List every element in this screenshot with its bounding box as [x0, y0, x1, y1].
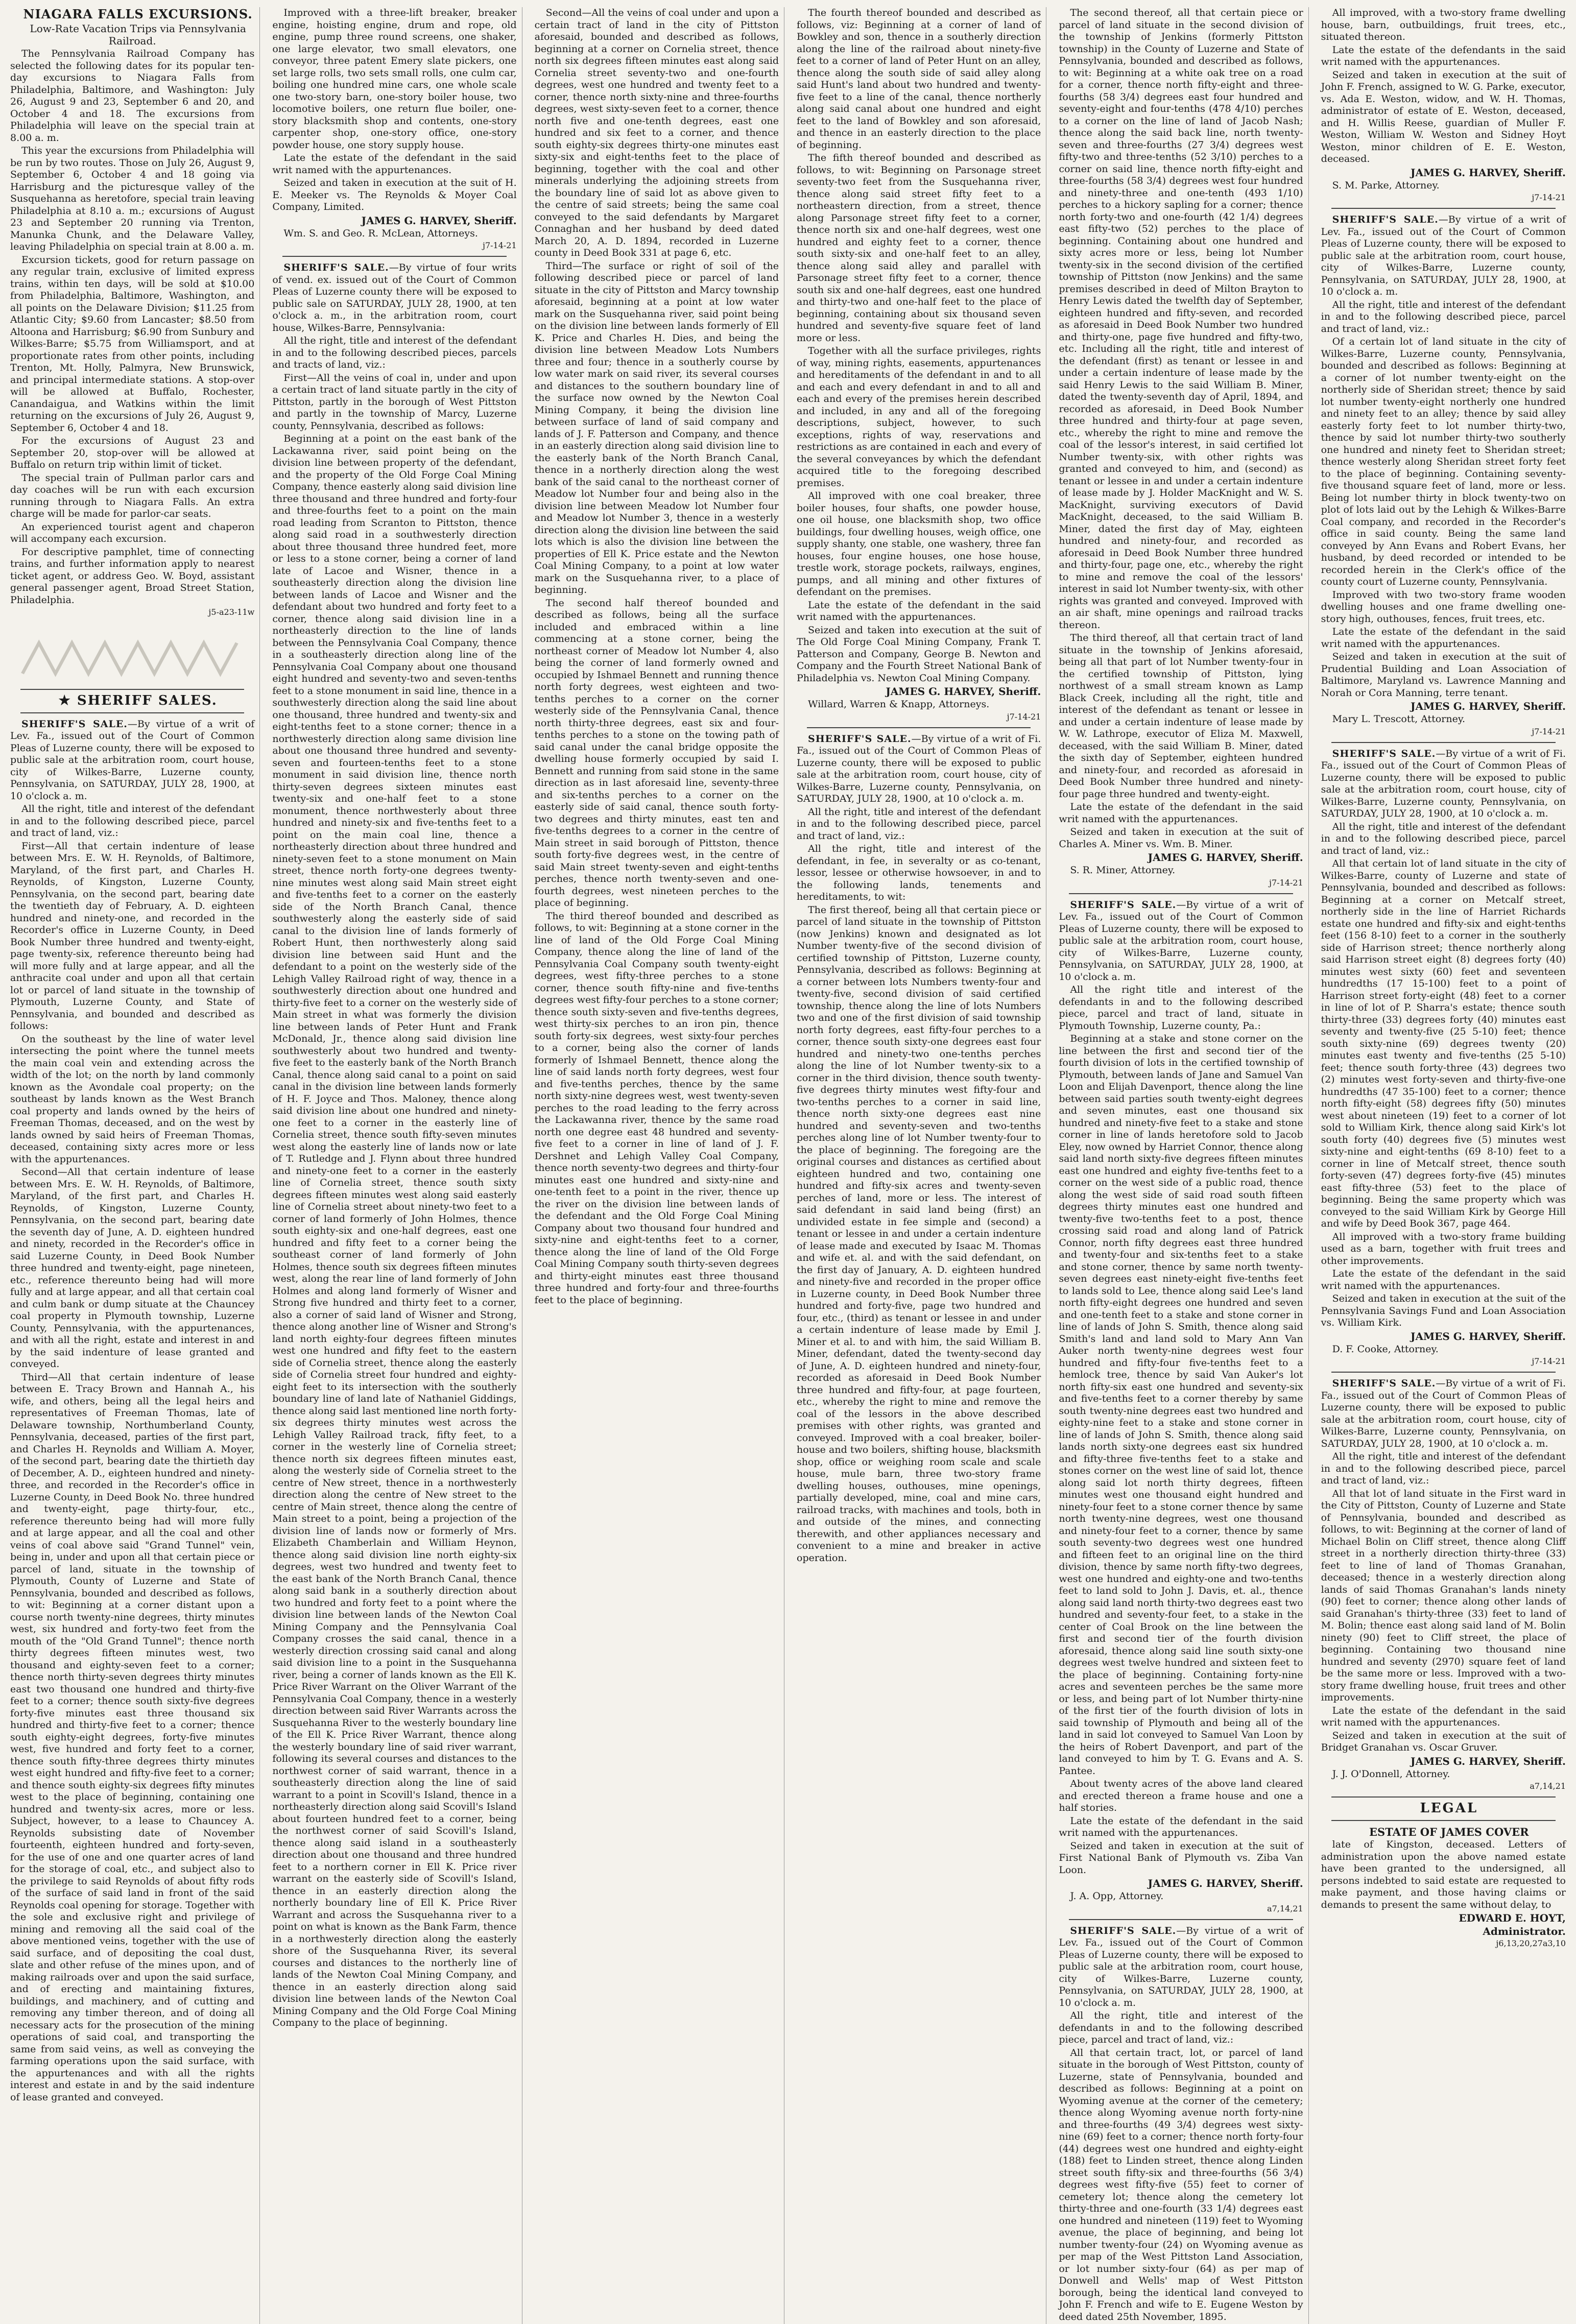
- sale-paragraph: Late the estate of the defendant in the said writ named with the appurtenances.: [797, 599, 1041, 622]
- sale-paragraph: Seized and taken in execution at the suit of H. E. Meeker vs. The Reynolds & Moyer Coal Company, Limited.: [272, 177, 517, 212]
- insertion-code: j7-14-21: [1532, 193, 1566, 202]
- sale-paragraph: The third thereof, all that certain tract of land situate in the township of Jenkins aforesaid, being all that part of lot Number twenty-four in the certified township of Pittston, lying northwest of a small stream known as Lamp Black Creek, including all the right, title and interest of the defendant as tenant or lessee in and under a certain indenture of lease made by W. W. Lathrope, executor of Eliza M. Maxwell, deceased, with the said William B. Miner, dated the sixth day of September, eighteen hundred and ninety-four, and recorded as aforesaid in Deed Book Number three hundred and ninety-four page three hundred and twenty-eight.: [1059, 632, 1303, 800]
- column-3: [530, 7, 784, 2324]
- divider: [1331, 208, 1556, 209]
- insertion-code: j7-14-21: [1007, 711, 1041, 722]
- sale-paragraph: Seized and taken into execution at the suit of The Old Forge Coal Mining Company, Frank T. Patterson and Company, George B. Newton and Company and the Fourth Street National Bank of Philadelphia vs. Newton Coal Mining Company.: [797, 624, 1041, 684]
- sheriff-sale-1-continued: [272, 7, 516, 251]
- sale-title: SHERIFF'S SALE.: [21, 718, 128, 730]
- column-2: [267, 7, 522, 2324]
- sale-paragraph: All the right, title and interest of the defendant in and to the following described piece, parcel and tract of land, viz.:: [10, 803, 255, 838]
- sheriff-sale-5-continued: [1321, 7, 1566, 203]
- legal-notice: [1321, 1803, 1566, 1949]
- attorney-name: S. M. Parke, Attorney.: [1332, 179, 1440, 191]
- sheriff-sale-6: SHERIFF'S SALE.—By virtue of a writ of Lev. Fa., issued out of the Court of Common Pleas of Luzerne county, there will be exposed to public sale at the arbitration room, court house, city of Wilkes-Barre, Luzerne county, Pennsylvania, on SATURDAY, JULY 28, 1900, at 10 o'clock a. m. All the right, title and interest of the defendant in and to the following described piece, parcel and tract of land, viz.: Of a certain lot of land situate in the city of Wilkes-Barre, Luzerne county, Pennsylvania, bounded and described as follows: Beginning at a corner of lot number twenty-eight on the northerly side of Sheridan street; thence by said lot number twenty-eight northerly one hundred and ninety feet to an alley; thence by said alley easterly forty feet to lot number thirty-two, thence by said lot number thirty-two southerly one hundred and ninety feet to Sheridan street; thence westerly along Sheridan street forty feet to the place of beginning. Containing seventy-five thousand square feet of land, more or less. Being lot number thirty in block twenty-two on plot of lots laid out by the Lehigh & Wilkes-Barre Coal company, and recorded in the Recorder's office in said county. Being the same land conveyed by Ann Evans and Robert Evans, her husband, by deed recorded or intended to be recorded herein in the Clerk's office of the county court of Luzerne county, Pennsylvania. Improved with two two-story frame wooden dwelling houses and one frame dwelling one-story high, outhouses, fences, fruit trees, etc. Late the estate of the defendant in the said writ named with the appurtenances. Seized and taken in execution at the suit of Prudential Building and Loan Association of Baltimore, Maryland vs. Lawrence Manning and Norah or Cora Manning, terre tenant. JAMES G. HARVEY, Sheriff. Mary L. Trescott, Attorney. j7-14-21: [1321, 214, 1566, 736]
- sale-paragraph: Late the estate of the defendant in the said writ named with the appurtenances.: [1321, 1268, 1566, 1291]
- sheriff-signature: JAMES G. HARVEY, Sheriff.: [1411, 1330, 1566, 1343]
- attorney-name: Mary L. Trescott, Attorney.: [1332, 713, 1466, 725]
- sheriff-sale-5: SHERIFF'S SALE.—By virtue of a writ of Lev. Fa., issued out of the Court of Common Pleas of Luzerne county, there will be exposed to public sale at the arbitration room, court house, city of Wilkes-Barre, Luzerne county, Pennsylvania, on SATURDAY, JULY 28, 1900, at 10 o'clock a. m. All the right, title and interest of the defendants in and to the following described piece, parcel and tract of land, viz.: All that certain tract, lot, or parcel of land situate in the borough of West Pittston, county of Luzerne, state of Pennsylvania, bounded and described as follows: Beginning at a point on Wyoming avenue at the corner of the cemetery; thence along Wyoming avenue north forty-nine and three-fourths (49 3/4) degrees west sixty-nine (69) feet to a corner; thence north forty-four (44) degrees west one hundred and eighty-eight (188) feet to Linden street, thence along Linden street south fifty-six and three-fourths (56 3/4) degrees west fifty-five (55) feet to corner of cemetery lot; thence along the cemetery lot thirty-three and one-fourth (33 1/4) degrees east one hundred and nineteen (119) feet to Wyoming avenue, the place of beginning, and being lot number twenty-four (24) on Wyoming avenue as per map of the West Pittston Land Association, or lot number sixty-four (64) as per map of Donwell and Wells' map of West Pittston borough, being the identical land conveyed to John F. French and wife to E. Eugene Weston by deed dated 25th November, 1895.: [1059, 1925, 1303, 2322]
- sheriff-sale-4: SHERIFF'S SALE.—By virtue of a writ of Lev. Fa., issued out of the Court of Common Pleas of Luzerne county, there will be exposed to public sale at the arbitration room, court house, city of Wilkes-Barre, Luzerne county, Pennsylvania, on SATURDAY, JULY 28, 1900, at 10 o'clock a. m. All the right title and interest of the defendants in and to the following described piece, parcel and tract of land, situate in Plymouth Township, Luzerne county, Pa.: Beginning at a stake and stone corner on the line between the first and second tier of the fourth division of lots in the certified township of Plymouth, between lands of Jane and Samuel Van Loon and Elijah Davenport, thence along the line between said parties south twenty-eight degrees and seven minutes, east one thousand six hundred and ninety-five feet to a stake and stone corner in line of lands heretofore sold to Jacob Eley, now owned by Harriet Connor, thence along said land north sixty-five degrees fifteen minutes east one hundred and eighty five-tenths feet to a corner on the west side of a public road, thence along the west side of said road south fifteen degrees thirty minutes east one hundred and twenty-five two-tenths feet to a post, thence crossing said road and along land of Patrick Connor, north fifty degrees east three hundred and twenty-four and six-tenths feet to a stake and stone corner, thence by same north twenty-seven degrees east ninety-eight five-tenths feet to lands sold to Lee, thence along said Lee's land north fifty-eight degrees one hundred and seven and one-tenth feet to a stake and stone corner in line of lands of John S. Smith, thence along said Smith's land and land sold to Mary Ann Van Auker north twenty-nine degrees west four hundred and fifty-four five-tenths feet to a hemlock tree, thence by said Van Auker's lot north fifty-six east one hundred and seventy-six and five-tenths feet to a corner thereby by same south twenty-nine degrees east two hundred and eighty-nine feet to a stake and stone corner in line of lands of John S. Smith, thence along said lands north sixty-one degrees east six hundred and fifty-three five-tenths feet to a stake and stones corner on the west line of said lot, thence along said lot north thirty degrees, fifteen minutes west one thousand eight hundred and ninety-four feet to a stone corner thence by same north twenty-nine degrees, west one thousand and ninety-four feet to a corner, thence by same south seventy-two degrees west one hundred and fifteen feet to an original line on the third division, thence by same north fifty-two degrees, west one hundred and eighty-one and two-tenths feet to land sold to John J. Davis, et. al., thence along said land north thirty-two degrees east two hundred and seventy-four feet, to a stake in the center of Coal Brook on the line between the first and second tier of the fourth division aforesaid, thence along said line south sixty-one degrees west twelve hundred and sixteen feet to the place of beginning. Containing forty-nine acres and seventeen perches be the same more or less, and being part of lot Number thirty-nine of the first tier of the fourth division of lots in said township of Plymouth and being all of the land in said lot conveyed to Samuel Van Loon by the heirs of Robert Davenport, and part of the land conveyed to him by T. G. Evans and A. S. Pantee. About twenty acres of the above land cleared and erected thereon a frame house and one a half stories. Late the estate of the defendant in the said writ named with the appurtenances. Seized and taken in execution at the suit of First National Bank of Plymouth vs. Ziba Van Loon. JAMES G. HARVEY, Sheriff. J. A. Opp, Attorney. a7,14,21: [1059, 899, 1303, 1913]
- sale-paragraph: All the right, title and interest of the defendant, in fee, in severalty or as co-tenant, lessor, lessee or otherwise howsoever, in and to the following lands, tenements and hereditaments, to wit:: [797, 843, 1041, 902]
- sale-paragraph: All the right, title and interest of the defendant in and to the following described piece, parcel and tract of land, viz.:: [1321, 299, 1566, 334]
- sale-paragraph: Seized and taken in execution at the suit of the Pennsylvania Savings Fund and Loan Association vs. William Kirk.: [1321, 1293, 1566, 1328]
- attorney-name: Willard, Warren & Knapp, Attorneys.: [808, 699, 990, 710]
- sale-title: SHERIFF'S SALE.: [1332, 1378, 1436, 1389]
- sheriff-sale-2-continued: [535, 7, 779, 1306]
- sale-paragraph: All that lot of land situate in the First ward in the City of Pittston, County of Luzerne and State of Pennsylvania, bounded and described as follows, to wit: Beginning at the corner of land of Michael Bolin on Cliff street, thence along Cliff street in a northerly direction thirty-three (33) feet to line of land of Thomas Granahan, deceased; thence in a westerly direction along lands of said Thomas Granahan's lands ninety (90) feet to corner; thence along other lands of said Granahan's thirty-three (33) feet to land of M. Bolin; thence east along said land of M. Bolin ninety (90) feet to Cliff street, the place of beginning. Containing two thousand nine hundred and seventy (2970) square feet of land be the same more or less. Improved with a two-story frame dwelling house, fruit trees and other improvements.: [1321, 1488, 1566, 1703]
- sale-paragraph: Late the estate of the defendant in the said writ named with the appurtenances.: [272, 152, 517, 176]
- sale-paragraph: Seized and taken in execution at the suit of First National Bank of Plymouth vs. Ziba Van Loon.: [1059, 1840, 1303, 1876]
- sale-paragraph: All the right, title and interest of the defendant in and to the following described pieces, parcels and tracts of land, viz.:: [272, 335, 517, 370]
- sale-paragraph: Beginning at a point on the east bank of the Lackawanna river, said point being on the division line between property of the defendant, and the property of the Old Forge Coal Mining Company, thence easterly along said division line three thousand and three hundred and forty-four and three-fourths feet to a point on the main road leading from Scranton to Pittston, thence along said road in a southwesterly direction about three thousand three hundred feet, more or less to a stone corner, being a corner of land late of Lacoe and Wisner, thence in a southeasterly direction along the division line between lands of Lacoe and Wisner and the defendant about two hundred and forty feet to a corner, thence along said division line in a northeasterly direction to the line of lands between the Pennsylvania Coal Company, thence in a southeasterly direction along line of the Pennsylvania Coal Company about one thousand eight hundred and seventy-two and seven-tenths feet to a stone monument in said line, thence in a southwesterly direction along the said line about one thousand, three hundred and twenty-six and eight-tenths feet to a stone corner; thence in a northwesterly direction along same division line about one thousand three hundred and seventy-seven and fourteen-tenths feet to a stone monument in said division line, thence north thirty-seven degrees sixteen minutes east twenty-six and one-half feet to a stone monument, thence northwesterly about three hundred and ninety-six and five-tenths feet to a point on the main coal line, thence a northeasterly direction about three hundred and ninety-seven feet to a stone monument on Main street, thence north forty-one degrees twenty-nine minutes west along said Main street eight and five-tenths feet to a corner on the easterly side of the North Branch Canal, thence southwesterly along the easterly side of said canal to the division line of lands formerly of Robert Hunt, then northwesterly along said division line between said Hunt and the defendant to a point on the westerly side of the Lehigh Valley Railroad right of way, thence in a southwesterly direction about one hundred and thirty-five feet to a corner on the westerly side of Main street in what was formerly the division line between lands of Peter Hunt and Frank McDonald, Jr., thence along said division line southwesterly about two hundred and twenty-five feet to the easterly bank of the North Branch Canal, thence along said canal to a point on said canal in the division line between lands formerly of H. F. Joyce and Thos. Maloney, thence along said division line about one hundred and ninety-one feet to a corner in the easterly line of Cornelia street, thence south fifty-seven minutes west along the easterly line of lands now or late of T. Rutledge and J. Flynn about three hundred and ninety-one feet to a corner in the easterly line of Cornelia street, thence south sixty degrees fifteen minutes west along said easterly line of Cornelia street about ninety-two feet to a corner of land formerly of John Holmes, thence south eighty-six and one-half degrees, east one hundred and fifty feet to a corner being the southeast corner of land formerly of John Holmes, thence south six degrees fifteen minutes west, along the rear line of land formerly of John Holmes and along land formerly of Wisner and Strong five hundred and thirty feet to a corner, also a corner of said land of Wisner and Strong, thence along another line of Wisner and Strong's land north eighty-four degrees fifteen minutes west one hundred and fifty feet to the eastern side of Cornelia street, thence along the easterly side of Cornelia street four hundred and eighty-eight feet to its intersection with the southerly boundary line of land late of Nathaniel Giddings, thence along said last mentioned line north forty-six degrees thirty minutes west across the Lehigh Valley Railroad track, fifty feet, to a corner in the westerly line of Cornelia street; thence north six degrees fifteen minutes east, along the westerly side of Cornelia street to the centre of New street, thence in a northwesterly direction along the centre of New street to the centre of Main street, thence along the centre of Main street to a point, being a projection of the division line of lands now or formerly of Mrs. Elizabeth Chamberlain and William Heynon, thence along said division line north eighty-six degrees, west two hundred and twenty feet to the east bank of the North Branch Canal, thence along said bank in a southerly direction about two hundred and forty feet to a point where the division line between lands of the Newton Coal Mining Company and the Pennsylvania Coal Company crosses the said canal, thence in a westerly direction crossing said canal and along said division line to a point in the Susquehanna river, being a corner of lands known as the Ell K. Price River Warrant on the Oliver Warrant of the Pennsylvania Coal Company, thence in a westerly direction between said River Warrants across the Susquehanna River to the westerly boundary line of the Ell K. Price River Warrant, thence along the westerly boundary line of said river warrant, following its several courses and distances to the northwest corner of said warrant, thence in a southeasterly direction along the line of said warrant to a point in Scovill's Island, thence in a northeasterly direction along said Scovill's Island about fourteen hundred feet to a corner, being the northwest corner of said Scovill's Island, thence along said island in a southeasterly direction about one thousand and three hundred feet to a northern corner in Ell K. Price river warrant on the easterly side of Scovill's Island, thence in an easterly direction along the northerly boundary line of Ell K. Price River Warrant and across the Susquehanna river to a point on what is known as the Bank Farm, thence in a northwesterly direction along the easterly shore of the Susquehanna River, its several courses and distances to the northerly line of lands of the Newton Coal Mining Company, and thence in an easterly direction along said division line between lands of the Newton Coal Mining Company and the Old Forge Coal Mining Company to the place of beginning.: [272, 433, 517, 2028]
- sale-paragraph: The first thereof, being all that certain piece or parcel of land situate in the township of Pittston (now Jenkins) known and designated as lot Number twenty-five of the second division of certified township of Pittston, Luzerne county, Pennsylvania, described as follows: Beginning at a corner between lots Numbers twenty-four and twenty-five, second division of said certified township, thence along the line of lots Numbers two and one of the first division of said township north forty degrees, east fifty-four perches to a corner, thence south sixty-one degrees east four hundred and ninety-two one-tenths perches along the line of lot Number twenty-six to a corner in the third division, thence south twenty-five degrees thirty minutes west fifty-four and two-tenths perches to a corner in said line, thence north sixty-one degrees east nine hundred and seventy-seven and two-tenths perches along line of lot Number twenty-four to the place of beginning. The foregoing are the original courses and distances as certified about eighteen hundred and two, containing one hundred and fifty-six acres and twenty-seven perches of land, more or less. The interest of said defendant in said land being (first) an undivided estate in fee simple and (second) a tenant or lessee in and under a certain indenture of lease made and executed by Isaac M. Thomas and wife et. al. and with the said defendant, on the first day of January, A. D. eighteen hundred and ninety-five and recorded in the proper office in Luzerne county, in Deed Book Number three hundred and forty-five, page two hundred and four, etc., (third) as tenant or lessee in and under a certain indenture of lease made by Emil J. Miner et al. to and with him, the said William B. Miner, defendant, dated the twenty-second day of June, A. D. eighteen hundred and ninety-four, recorded as aforesaid in Deed Book Number three hundred and fifty-four, at page fourteen, etc., whereby the right to mine and remove the coal of the lessors in the above described premises with other rights, was granted and conveyed. Improved with a coal breaker, boiler-house and two boilers, shifting house, blacksmith shop, office or weighing room scale and scale house, mule barn, three two-story frame dwelling houses, outhouses, mine openings, partially developed, mine, coal and mine cars, railroad tracks, with machines and tools, both in and outside of the mines, and connecting therewith, and other appliances necessary and convenient to a mine and breaker in active operation.: [797, 904, 1041, 1564]
- sale-paragraph: The third thereof bounded and described as follows, to wit: Beginning at a stone corner in the line of land of the Old Forge Coal Mining Company, thence along the line of land of the Pennsylvania Coal Company south twenty-eight degrees, west fifty-three perches to a stone corner, thence south fifty-nine and five-tenths degrees west fifty-four perches to a stone corner; thence south sixty-seven and five-tenths degrees, west thirty-six perches to an iron pin, thence south forty-six degrees, west sixty-four perches to a corner, being also the corner of lands formerly of Ishmael Bennett, thence along the line of said lands north forty degrees, west four and five-tenths perches, thence by the same north sixty-nine degrees west, west twenty-seven perches to the road leading to the ferry across the Lackawanna river, thence by the same road north one degree east 48 hundred and seventy-five feet to a corner in line of land of J. F. Dershnet and Lehigh Valley Coal Company, thence north seventy-two degrees and thirty-four minutes east one hundred and sixty-nine and one-tenth feet to a point in the river, thence up the river on the division line between lands of the defendant and the Old Forge Coal Mining Company about two thousand four hundred and sixty-nine and eight-tenths feet to a corner, thence along the line of land of the Old Forge Coal Mining Company south thirty-seven degrees and thirty-eight minutes east three thousand three hundred and forty-four and three-fourths feet to the place of beginning.: [534, 910, 779, 1306]
- attorney-name: Wm. S. and Geo. R. McLean, Attorneys.: [283, 227, 478, 239]
- insertion-code: j6,13,20,27a3,10: [1496, 1938, 1566, 1948]
- sheriff-signature: JAMES G. HARVEY, Sheriff.: [1411, 1755, 1566, 1767]
- section-title-text: SHERIFF SALES.: [77, 693, 218, 708]
- sale-title: SHERIFF'S SALE.: [1332, 214, 1439, 225]
- divider: [807, 727, 1031, 728]
- sale-paragraph: By virtue of a writ of Fi. Fa., issued out of the Court of Common Pleas of Luzerne county, there will be exposed to public sale at the arbitration room, court house, city of Wilkes-Barre, Luzerne county, Pennsylvania, on SATURDAY, JULY 28, 1900, at 10 o'clock a. m.: [797, 733, 1041, 804]
- sale-paragraph: Of a certain lot of land situate in the city of Wilkes-Barre, Luzerne county, Pennsylvania, bounded and described as follows: Beginning at a corner of lot number twenty-eight on the northerly side of Sheridan street; thence by said lot number twenty-eight northerly one hundred and ninety feet to an alley; thence by said alley easterly forty feet to lot number thirty-two, thence by said lot number thirty-two southerly one hundred and ninety feet to Sheridan street; thence westerly along Sheridan street forty feet to the place of beginning. Containing seventy-five thousand square feet of land, more or less. Being lot number thirty in block twenty-two on plot of lots laid out by the Lehigh & Wilkes-Barre Coal company, and recorded in the Recorder's office in said county. Being the same land conveyed by Ann Evans and Robert Evans, her husband, by deed recorded or intended to be recorded herein in the Clerk's office of the county court of Luzerne county, Pennsylvania.: [1321, 336, 1566, 587]
- administrator-role: Administrator.: [1483, 1925, 1566, 1937]
- niagara-headline: NIAGARA FALLS EXCURSIONS.: [23, 7, 253, 21]
- sale-paragraph: By virtue of a writ of Fi. Fa., issued out of the Court of Common Pleas of Luzerne county, there will be exposed to public sale at the arbitration room, court house, city of Wilkes-Barre, Luzerne county, Pennsylvania, on SATURDAY, JULY 28, 1900, at 10 o'clock a. m.: [1321, 748, 1566, 819]
- sheriff-sale-8: SHERIFF'S SALE.—By virtue of a writ of Fi. Fa., issued out of the Court of Common Pleas of Luzerne county, there will be exposed to public sale at the arbitration room, court house, city of Wilkes-Barre, Luzerne county, Pennsylvania, on SATURDAY, JULY 28, 1900, at 10 o'clock a. m. All the right, title and interest of the defendant in and to the following described piece, parcel and tract of land, viz.: All that lot of land situate in the First ward in the City of Pittston, County of Luzerne and State of Pennsylvania, bounded and described as follows, to wit: Beginning at the corner of land of Michael Bolin on Cliff street, thence along Cliff street in a northerly direction thirty-three (33) feet to line of land of Thomas Granahan, deceased; thence in a westerly direction along lands of said Thomas Granahan's lands ninety (90) feet to corner; thence along other lands of said Granahan's thirty-three (33) feet to land of M. Bolin; thence east along said land of M. Bolin ninety (90) feet to Cliff street, the place of beginning. Containing two thousand nine hundred and seventy (2970) square feet of land be the same more or less. Improved with a two-story frame dwelling house, fruit trees and other improvements. Late the estate of the defendant in the said writ named with the appurtenances. Seized and taken in execution at the suit of Bridget Granahan vs. Oscar Gruver. JAMES G. HARVEY, Sheriff. J. J. O'Donnell, Attorney. a7,14,21: [1321, 1378, 1566, 1791]
- sale-paragraph: All improved, with a two-story frame dwelling house, barn, outbuildings, fruit trees, etc., situated thereon.: [1321, 7, 1566, 42]
- sale-paragraph: By virtue of a writ of Fi. Fa., issued out of the Court of Common Pleas of Luzerne county, there will be exposed to public sale at the arbitration room, court house, city of Wilkes-Barre, Luzerne county, Pennsylvania, on SATURDAY, JULY 28, 1900, at 10 o'clock a. m.: [1321, 1378, 1566, 1449]
- sale-paragraph: Third—The surface or right of soil of the following described piece or parcel of land situate in the city of Pittston and Marcy township aforesaid, beginning at a point at low water mark on the Susquehanna river, said point being on the division line between lands formerly of Ell K. Price and Charles H. Dies, and being the division line between Meadow Lots Numbers three and four; thence in a southerly course by low water mark on said river, its several courses and distances to the southern boundary line of the surface now owned by the Newton Coal Mining Company, it being the division line between surface of land of said company and lands of J. F. Patterson and Company, and thence in an easterly direction along said division line to the easterly bank of the North Branch Canal, thence in a northerly direction along the west bank of the said canal to the northeast corner of Meadow lot Number four and being also in the division line between Meadow lot Number four and Meadow lot Number 3, thence in a westerly direction along the division line between the said lots which is also the division line between the properties of Ell K. Price estate and the Newton Coal Mining Company, to a point at low water mark on the Susquehanna river, to a place of beginning.: [534, 260, 779, 595]
- sale-paragraph: Late the estate of the defendant in the said writ named with the appurtenances.: [1059, 801, 1303, 825]
- attorney-name: D. F. Cooke, Attorney.: [1332, 1343, 1439, 1355]
- sale-paragraph: The fifth thereof bounded and described as follows, to wit: Beginning on Parsonage street seventy-two feet from the Susquehanna river, thence along said street fifty feet to a northeastern direction, from a street, thence along Parsonage street fifty feet to a corner, thence north six and one-half degrees, west one hundred and eighty feet to a corner, thence south sixty-six and one-half feet to an alley, thence along said alley and parallel with Parsonage street fifty feet to a corner, thence south six and one-half degrees, east one hundred and thirty-two and one-half feet to the place of beginning, containing about six thousand seven hundred and seventy-five square feet of land more or less.: [797, 152, 1041, 344]
- sale-paragraph: About twenty acres of the above land cleared and erected thereon a frame house and one a half stories.: [1059, 1778, 1303, 1813]
- sale-paragraph: All that certain tract, lot, or parcel of land situate in the borough of West Pittston, county of Luzerne, state of Pennsylvania, bounded and described as follows: Beginning at a point on Wyoming avenue at the corner of the cemetery; thence along Wyoming avenue north forty-nine and three-fourths (49 3/4) degrees west sixty-nine (69) feet to a corner; thence north forty-four (44) degrees west one hundred and eighty-eight (188) feet to Linden street, thence along Linden street south fifty-six and three-fourths (56 3/4) degrees west fifty-five (55) feet to corner of cemetery lot; thence along the cemetery lot thirty-three and one-fourth (33 1/4) degrees east one hundred and nineteen (119) feet to Wyoming avenue, the place of beginning, and being lot number twenty-four (24) on Wyoming avenue as per map of the West Pittston Land Association, or lot number sixty-four (64) as per map of Donwell and Wells' map of West Pittston borough, being the identical land conveyed to John F. French and wife to E. Eugene Weston by deed dated 25th November, 1895.: [1059, 2047, 1303, 2322]
- sale-title: SHERIFF'S SALE.: [1332, 748, 1436, 759]
- sale-paragraph: All the right, title and interest of the defendant in and to the following described piece, parcel and tract of land, viz.:: [1321, 821, 1566, 856]
- sale-title: SHERIFF'S SALE.: [283, 262, 389, 273]
- sale-paragraph: By virtue of a writ of Lev. Fa., issued out of the Court of Common Pleas of Luzerne county, there will be exposed to public sale at the arbitration room, court house, city of Wilkes-Barre, Luzerne county, Pennsylvania, on SATURDAY, JULY 28, 1900, at 10 o'clock a. m.: [1059, 1925, 1303, 2008]
- column-6: [1316, 7, 1571, 2324]
- sheriff-signature: JAMES G. HARVEY, Sheriff.: [1148, 1877, 1303, 1889]
- legal-body: late of Kingston, deceased. Letters of administration upon the above named estate have been granted to the undersigned, all persons indebted to said estate are requested to make payment, and those having claims or demands to present the same without delay, to: [1321, 1839, 1566, 1910]
- sheriff-signature: JAMES G. HARVEY, Sheriff.: [1148, 851, 1303, 864]
- divider: [20, 689, 244, 690]
- niagara-subhead: Low-Rate Vacation Trips via Pennsylvania Railroad.: [30, 22, 246, 47]
- sale-paragraph: The second half thereof bounded and described as follows, being all the surface included and embraced within a line commencing at a stone corner, being the northeast corner of Meadow lot Number 4, also being the corner of land formerly owned and occupied by Ishmael Bennett and running thence north forty degrees, west eighteen and two-tenths perches to a corner on the corner westerly side of the Pennsylvania Canal, thence north thirty-three degrees, east six and four-tenths perches to a stone on the towing path of said canal under the canal bridge opposite the dwelling house formerly occupied by said I. Bennett and running from said stone in the same direction as in last aforesaid line, seventy-three and six-tenths perches to a corner on the easterly side of said canal, thence south forty-two degrees and thirty minutes, east ten and five-tenths degrees to a corner in the centre of Main street in said borough of Pittston, thence south forty-five degrees west, in the centre of said Main street twenty-seven and eight-tenths perches, thence north twenty-seven and one-fourth degrees, west nineteen perches to the place of beginning.: [534, 597, 779, 908]
- divider: [1069, 893, 1293, 894]
- attorney-name: J. A. Opp, Attorney.: [1070, 1890, 1164, 1902]
- sale-paragraph: Seized and taken in execution at the suit of Bridget Granahan vs. Oscar Gruver.: [1321, 1730, 1566, 1753]
- sale-paragraph: By virtue of four writs of vend. ex. issued out of the Court of Common Pleas of Luzerne county there will be exposed to public sale on SATURDAY, JULY 28, 1900, at ten o'clock a. m., in the arbitration room, court house, Wilkes-Barre, Pennsylvania:: [272, 262, 517, 333]
- divider: [20, 712, 244, 713]
- sale-paragraph: Second—All that certain indenture of lease between Mrs. E. W. H. Reynolds, of Baltimore, Maryland, of the first part, and Charles H. Reynolds, of Kingston, Luzerne County, Pennsylvania, on the second part, bearing date the seventh day of June, A. D. eighteen hundred and ninety, recorded in the Recorder's office in said Luzerne County, in Deed Book Number three hundred and twenty-eight, page nineteen, etc., reference thereunto being had will more fully and at large appear, and all that certain coal and culm bank or dump situate at the Chauncey coal property in Plymouth township, Luzerne County, Pennsylvania, with the appurtenances, and with all the right, estate and interest in and by the said indenture of lease granted and conveyed.: [10, 1166, 255, 1370]
- attorney-name: S. R. Miner, Attorney.: [1070, 865, 1176, 876]
- insertion-code: a7,14,21: [1267, 1903, 1303, 1913]
- sale-paragraph: First—All that certain indenture of lease between Mrs. E. W. H. Reynolds, of Baltimore, Maryland, of the first part, and Charles H. Reynolds, of Kingston, Luzerne County, Pennsylvania, on the second part, bearing date the twentieth day of February, A. D. eighteen hundred and ninety-one, and recorded in the Recorder's office in Luzerne County, in Deed Book Number three hundred and twenty-eight, page twenty-six, reference thereunto being had will more fully and at large appear, and all the anthracite coal under and upon all that certain lot or parcel of land situate in the township of Plymouth, Luzerne County, and State of Pennsylvania, and bounded and described as follows:: [10, 840, 255, 1032]
- niagara-code: j5-a23-11w: [208, 607, 255, 617]
- sale-title: SHERIFF'S SALE.: [1070, 899, 1177, 911]
- sale-paragraph: On the southeast by the line of water level intersecting the point where the tunnel meets the main coal vein and extending across the width of the lot; on the north by land commonly known as the Avondale coal property; on the southeast by lands known as the West Branch coal property and lands owned by the heirs of Freeman Thomas, deceased, and on the west by lands owned by said heirs of Freeman Thomas, deceased, containing sixty acres more or less with the appurtenances.: [10, 1033, 255, 1165]
- sale-paragraph: The second thereof, all that certain piece or parcel of land situate in the second division of the township of Jenkins (formerly Pittston township) in the County of Luzerne and State of Pennsylvania, bounded and described as follows, to wit: Beginning at a white oak tree on a road for a corner, thence north fifty-eight and three-fourths (58 3/4) degrees east four hundred and seventy-eight and four-tenths (478 4/10) perches to a corner on the line of land of Jacob Nash; thence along the said back line, north twenty-seven and three-fourths (27 3/4) degrees west fifty-two and three-tenths (52 3/10) perches to a corner on said line, thence north fifty-eight and three-fourths (58 3/4) degrees west four hundred and ninety-three and one-tenth (493 1/10) perches to a hickory sapling for a corner; thence north forty-two and one-fourth (42 1/4) degrees east fifty-two (52) perches to the place of beginning. Containing about one hundred and sixty acres more or less, being lot Number twenty-six in the second division of the certified township of Pittston (now Jenkins) and the same premises described in deed of Milton Brayton to Henry Lewis dated the twelfth day of September, eighteen hundred and fifty-seven, and recorded as aforesaid in Deed Book Number two hundred and thirty-one, page five hundred and fifty-two, etc. Including all the right, title and interest of the defendant (first) as tenant or lessee in and under a certain indenture of lease made by the said Henry Lewis to the said William B. Miner, dated the twenty-seventh day of April, 1894, and recorded as aforesaid, in Deed Book Number three hundred and thirty-four at page seven, etc., whereby the right to mine and remove the coal of the lessor's interest, in said certified lot Number twenty-six, with other rights was granted and conveyed to him, and (second) as tenant or lessee in and under a certain indenture of lease made by J. Holder MacKnight and W. S. MacKnight, surviving executors of David MacKnight, deceased, to the said William B. Miner, dated the first day of May, eighteen hundred and ninety-four, and recorded as aforesaid in Deed Book Number three hundred and thirty-four, page one, etc., whereby the right to mine and remove the coal of the lessors' interest in said lot Number twenty-six, with other rights was granted and conveyed. Improved with an air shaft, mine openings and railroad tracks thereon.: [1059, 7, 1303, 631]
- sale-paragraph: All the right, title and interest of the defendant in and to the following described piece, parcel and tract of land, viz.:: [797, 806, 1041, 842]
- sale-paragraph: First—All the veins of coal in, under and upon a certain tract of land situate partly in the city of Pittston, partly in the borough of West Pittston and partly in the township of Marcy, Luzerne county, Pennsylvania, described as follows:: [272, 372, 517, 432]
- sale-paragraph: Late the estate of the defendants in the said writ named with the appurtenances.: [1321, 44, 1566, 67]
- sheriff-signature: JAMES G. HARVEY, Sheriff.: [1411, 700, 1566, 712]
- column-4: [792, 7, 1046, 2324]
- estate-title: ESTATE OF JAMES COVER: [1369, 1825, 1529, 1838]
- niagara-paragraph: For descriptive pamphlet, time of connecting trains, and further information apply to nearest ticket agent, or address Geo. W. Boyd, assistant general passenger agent, Broad Street Station, Philadelphia.: [10, 546, 255, 606]
- sale-paragraph: Beginning at a stake and stone corner on the line between the first and second tier of the fourth division of lots in the certified township of Plymouth, between lands of Jane and Samuel Van Loon and Elijah Davenport, thence along the line between said parties south twenty-eight degrees and seven minutes, east one thousand six hundred and ninety-five feet to a stake and stone corner in line of lands heretofore sold to Jacob Eley, now owned by Harriet Connor, thence along said land north sixty-five degrees fifteen minutes east one hundred and eighty five-tenths feet to a corner on the west side of a public road, thence along the west side of said road south fifteen degrees thirty minutes east one hundred and twenty-five two-tenths feet to a post, thence crossing said road and along land of Patrick Connor, north fifty degrees east three hundred and twenty-four and six-tenths feet to a stake and stone corner, thence by same north twenty-seven degrees east ninety-eight five-tenths feet to lands sold to Lee, thence along said Lee's land north fifty-eight degrees one hundred and seven and one-tenth feet to a stake and stone corner in line of lands of John S. Smith, thence along said Smith's land and land sold to Mary Ann Van Auker north twenty-nine degrees west four hundred and fifty-four five-tenths feet to a hemlock tree, thence by said Van Auker's lot north fifty-six east one hundred and seventy-six and five-tenths feet to a corner thereby by same south twenty-nine degrees east two hundred and eighty-nine feet to a stake and stone corner in line of lands of John S. Smith, thence along said lands north sixty-one degrees east six hundred and fifty-three five-tenths feet to a stake and stones corner on the west line of said lot, thence along said lot north thirty degrees, fifteen minutes west one thousand eight hundred and ninety-four feet to a stone corner thence by same north twenty-nine degrees, west one thousand and ninety-four feet to a corner, thence by same south seventy-two degrees west one hundred and fifteen feet to an original line on the third division, thence by same north fifty-two degrees, west one hundred and eighty-one and two-tenths feet to land sold to John J. Davis, et. al., thence along said land north thirty-two degrees east two hundred and seventy-four feet, to a stake in the center of Coal Brook on the line between the first and second tier of the fourth division aforesaid, thence along said line south sixty-one degrees west twelve hundred and sixteen feet to the place of beginning. Containing forty-nine acres and seventeen perches be the same more or less, and being part of lot Number thirty-nine of the first tier of the fourth division of lots in said township of Plymouth and being all of the land in said lot conveyed to Samuel Van Loon by the heirs of Robert Davenport, and part of the land conveyed to him by T. G. Evans and A. S. Pantee.: [1059, 1033, 1303, 1777]
- sale-paragraph: Seized and taken in execution at the suit of John F. French, assigned to W. G. Parke, executor, vs. Ada E. Weston, widow, and W. H. Thomas, administrator of estate of E. Weston, deceased, and H. Willis Reese, guardian of Muller F. Weston, William W. Weston and Sidney Hoyt Weston, minor children of E. E. Weston, deceased.: [1321, 69, 1566, 164]
- sale-title: SHERIFF'S SALE.: [1070, 1925, 1177, 1936]
- sale-paragraph: Improved with a three-lift breaker, breaker engine, hoisting engine, drum and rope, old engine, pump three round screens, one shaker, one large elevator, two small elevators, one conveyor, three patent Emery slate pickers, one set large rolls, two sets small rolls, one culm car, boiling one hundred mine cars, one whole scale one two-story barn, one-story boiler house, two locomotive boilers, one return flue boiler, one-story blacksmith shop and contents, one-story carpenter shop, one-story office, one-story powder house, one story supply house.: [272, 7, 517, 151]
- sale-paragraph: By virtue of a writ of Lev. Fa., issued out of the Court of Common Pleas of Luzerne county, there will be exposed to public sale at the arbitration room, court house, city of Wilkes-Barre, Luzerne county, Pennsylvania, on SATURDAY, JULY 28, 1900, at 10 o'clock a. m.: [10, 718, 255, 802]
- decorative-zigzag-icon: [22, 638, 242, 679]
- sale-paragraph: Late the estate of the defendant in the said writ named with the appurtenances.: [1321, 626, 1566, 650]
- section-title: [10, 695, 254, 707]
- sheriff-signature: JAMES G. HARVEY, Sheriff.: [1411, 166, 1566, 179]
- sale-paragraph: The fourth thereof bounded and described as follows, viz: Beginning at a corner of land of Bowkley and son, thence in a southerly direction along the line of the railroad about ninety-five feet to a corner of land of Peter Hunt on an alley, thence along the south side of said alley along said Hunt's land about two hundred and twenty-five feet to a line of the canal, thence northerly along said canal about one hundred and eight feet to the land of Bowkley and son aforesaid, and thence in an easterly direction to the place of beginning.: [797, 7, 1041, 151]
- sale-paragraph: Second—All the veins of coal under and upon a certain tract of land in the city of Pittston aforesaid, bounded and described as follows, beginning at a corner on Cornelia street, thence north six degrees fifteen minutes east along said Cornelia street seventy-two and one-fourth degrees, west one hundred and twenty feet to a corner, thence north sixty-nine and three-fourths degrees, west sixty-seven feet to a corner, thence north five and one-tenth degrees, east one hundred and six feet to a corner, and thence south eighty-six degrees thirty-one minutes east sixty-six and eight-tenths feet to the place of beginning, together with the coal and other minerals underlying the adjoining streets from the boundary line of said lot as above given to the centre of said streets; being the same coal conveyed to the said defendants by Margaret Connaghan and her husband by deed dated March 20, A. D. 1894, recorded in Luzerne county in Deed Book 331 at page 6, etc.: [534, 7, 779, 258]
- sale-paragraph: Third—All that certain indenture of lease between E. Tracy Brown and Hannah A., his wife, and others, being all the legal heirs and representatives of Freeman Thomas, late of Delaware township, Northumberland County, Pennsylvania, deceased, parties of the first part, and Charles H. Reynolds and William A. Moyer, of the second part, bearing date the thirtieth day of December, A. D., eighteen hundred and ninety-three, and recorded in the Recorder's office in Luzerne County, in Deed Book No. three hundred and twenty-eight, page thirty-four, etc., reference thereunto being had will more fully and at large appear, and all the coal and other veins of coal above said "Grand Tunnel" vein, being in, under and upon all that certain piece or parcel of land, situate in the township of Plymouth, County of Luzerne and State of Pennsylvania, bounded and described as follows, to wit: Beginning at a corner distant upon a course north twenty-nine degrees, thirty minutes west, six hundred and forty-two feet from the mouth of the "Old Grand Tunnel"; thence north thirty degrees fifteen minutes west, two thousand and eighty-seven feet to a corner; thence north thirty-seven degrees thirty minutes east two thousand one hundred and thirty-five feet to a corner; thence south sixty-five degrees forty-five minutes east three thousand six hundred and thirty-five feet to a corner; thence south eighty-eight degrees, forty-five minutes west, five hundred and forty feet to a corner, thence south fifty-three degrees thirty minutes west eight hundred and fifty-five feet to a corner; and thence south eighty-six degrees fifty minutes west to the place of beginning, containing one hundred and twenty-six acres, more or less. Subject, however, to a lease to Chauncey A. Reynolds subsisting date of November fourteenth, eighteen hundred and forty-seven, for the use of one and one quarter acres of land for the storage of coal, etc., and subject also to the privilege to said Reynolds of about fifty rods of the surface of said land in front of the said Reynolds coal opening for storage. Together with the sole and exclusive right and privilege of mining and removing all the said coal of the above mentioned veins, together with the use of said surface, and of depositing the coal dust, slate and other refuse of the mines upon, and of making railroads over and upon the said surface, and of erecting and maintaining fixtures, buildings, and machinery, and of cutting and removing any timber thereon, and of doing all necessary acts for the prosecution of the mining operations of said coal, and transporting the same from said veins, as well as conveying the farming operations upon the said surface, with the appurtenances and with all the rights interest and estate in and by the said indenture of lease granted and conveyed.: [10, 1371, 255, 2103]
- sheriff-sale-2-end: [797, 7, 1041, 722]
- sale-paragraph: All improved with one coal breaker, three boiler houses, four shafts, one powder house, one oil house, one blacksmith shop, two office buildings, four dwelling houses, weigh office, one supply shanty, one stable, one washery, three fan houses, four engine houses, one hose house, trestle work, storage pockets, railways, engines, pumps, and all mining and other fixtures of defendant on the premises.: [797, 490, 1041, 597]
- divider: [1069, 1919, 1293, 1920]
- sale-paragraph: All the right title and interest of the defendants in and to the following described piece, parcel and tract of land, situate in Plymouth Township, Luzerne county, Pa.:: [1059, 984, 1303, 1032]
- divider: [1331, 1372, 1556, 1373]
- sale-paragraph: All the right, title and interest of the defendant in and to the following described piece, parcel and tract of land, viz.:: [1321, 1451, 1566, 1486]
- sale-paragraph: All the right, title and interest of the defendants in and to the following described piece, parcel and tract of land, viz.:: [1059, 2010, 1303, 2045]
- sale-title: SHERIFF'S SALE.: [808, 733, 912, 745]
- insertion-code: j7-14-21: [1532, 726, 1566, 736]
- sale-paragraph: Late the estate of the defendant in the said writ named with the appurtenances.: [1059, 1815, 1303, 1838]
- divider: [1331, 742, 1556, 743]
- sheriff-sale-7: SHERIFF'S SALE.—By virtue of a writ of Fi. Fa., issued out of the Court of Common Pleas of Luzerne county, there will be exposed to public sale at the arbitration room, court house, city of Wilkes-Barre, Luzerne county, Pennsylvania, on SATURDAY, JULY 28, 1900, at 10 o'clock a. m. All the right, title and interest of the defendant in and to the following described piece, parcel and tract of land, viz.: All that certain lot of land situate in the city of Wilkes-Barre, county of Luzerne and state of Pennsylvania, bounded and described as follows: Beginning at a corner on Metcalf street, northerly side in the line of Harriet Richards estate one hundred and fifty-six and eight-tenths feet (156 8-10) feet to a corner in the southerly side of Harrison street; thence northerly along said Harrison street eight (8) degrees forty (40) minutes west sixty (60) feet and seventeen hundredths (17 15-100) feet to a point of Harrison street forty-eight (48) feet to a corner in line of lot of P. Sharra's estate; thence south thirty-three (33) degrees forty (40) minutes east seventy and twenty-five (25 5-10) feet; thence south sixty-nine (69) degrees twenty (20) minutes east twenty and five-tenths (25 5-10) feet; thence south forty-three (43) degrees two (2) minutes west forty-seven and thirty-five-one hundredths (47 35-100) feet to a corner; thence north fifty-eight (58) degrees fifty (50) minutes west about nineteen (19) feet to a corner of lot sold to William Kirk, thence along said Kirk's lot south forty (40) degrees five (5) minutes west sixty-nine and eight-tenths (69 8-10) feet to a corner in line of Metcalf street, thence south forty-seven (47) degrees forty-five (45) minutes east fifty-three (53) feet to the place of beginning. Being the same property which was conveyed to the said William Kirk by George Hill and wife by Deed Book 367, page 464. All improved with a two-story frame building used as a barn, together with fruit trees and other improvements. Late the estate of the defendant in the said writ named with the appurtenances. Seized and taken in execution at the suit of the Pennsylvania Savings Fund and Loan Association vs. William Kirk. JAMES G. HARVEY, Sheriff. D. F. Cooke, Attorney. j7-14-21: [1321, 748, 1566, 1366]
- insertion-code: j7-14-21: [1269, 877, 1303, 888]
- niagara-paragraph: For the excursions of August 23 and September 20, stop-over will be allowed at Buffalo on return trip within limit of ticket.: [10, 435, 255, 470]
- niagara-paragraph: The special train of Pullman parlor cars and day coaches will be run with each excursion running through to Niagara Falls. An extra charge will be made for parlor-car seats.: [10, 472, 255, 519]
- divider: [1331, 1820, 1556, 1821]
- insertion-code: j7-14-21: [1532, 1356, 1566, 1366]
- column-1: [5, 7, 260, 2324]
- sheriff-sale-2: SHERIFF'S SALE.—By virtue of four writs of vend. ex. issued out of the Court of Common Pleas of Luzerne county there will be exposed to public sale on SATURDAY, JULY 28, 1900, at ten o'clock a. m., in the arbitration room, court house, Wilkes-Barre, Pennsylvania: All the right, title and interest of the defendant in and to the following described pieces, parcels and tracts of land, viz.: First—All the veins of coal in, under and upon a certain tract of land situate partly in the city of Pittston, partly in the borough of West Pittston and partly in the township of Marcy, Luzerne county, Pennsylvania, described as follows: Beginning at a point on the east bank of the Lackawanna river, said point being on the division line between property of the defendant, and the property of the Old Forge Coal Mining Company, thence easterly along said division line three thousand and three hundred and forty-four and three-fourths feet to a point on the main road leading from Scranton to Pittston, thence along said road in a southwesterly direction about three thousand three hundred feet, more or less to a stone corner, being a corner of land late of Lacoe and Wisner, thence in a southeasterly direction along the division line between lands of Lacoe and Wisner and the defendant about two hundred and forty feet to a corner, thence along said division line in a northeasterly direction to the line of lands between the Pennsylvania Coal Company, thence in a southeasterly direction along line of the Pennsylvania Coal Company about one thousand eight hundred and seventy-two and seven-tenths feet to a stone monument in said line, thence in a southwesterly direction along the said line about one thousand, three hundred and twenty-six and eight-tenths feet to a stone corner; thence in a northwesterly direction along same division line about one thousand three hundred and seventy-seven and fourteen-tenths feet to a stone monument in said division line, thence north thirty-seven degrees sixteen minutes east twenty-six and one-half feet to a stone monument, thence northwesterly about three hundred and ninety-six and five-tenths feet to a point on the main coal line, thence a northeasterly direction about three hundred and ninety-seven feet to a stone monument on Main street, thence north forty-one degrees twenty-nine minutes west along said Main street eight and five-tenths feet to a corner on the easterly side of the North Branch Canal, thence southwesterly along the easterly side of said canal to the division line of lands formerly of Robert Hunt, then northwesterly along said division line between said Hunt and the defendant to a point on the westerly side of the Lehigh Valley Railroad right of way, thence in a southwesterly direction about one hundred and thirty-five feet to a corner on the westerly side of Main street in what was formerly the division line between lands of Peter Hunt and Frank McDonald, Jr., thence along said division line southwesterly about two hundred and twenty-five feet to the easterly bank of the North Branch Canal, thence along said canal to a point on said canal in the division line between lands formerly of H. F. Joyce and Thos. Maloney, thence along said division line about one hundred and ninety-one feet to a corner in the easterly line of Cornelia street, thence south fifty-seven minutes west along the easterly line of lands now or late of T. Rutledge and J. Flynn about three hundred and ninety-one feet to a corner in the easterly line of Cornelia street, thence south sixty degrees fifteen minutes west along said easterly line of Cornelia street about ninety-two feet to a corner of land formerly of John Holmes, thence south eighty-six and one-half degrees, east one hundred and fifty feet to a corner being the southeast corner of land formerly of John Holmes, thence south six degrees fifteen minutes west, along the rear line of land formerly of John Holmes and along land formerly of Wisner and Strong five hundred and thirty feet to a corner, also a corner of said land of Wisner and Strong, thence along another line of Wisner and Strong's land north eighty-four degrees fifteen minutes west one hundred and fifty feet to the eastern side of Cornelia street, thence along the easterly side of Cornelia street four hundred and eighty-eight feet to its intersection with the southerly boundary line of land late of Nathaniel Giddings, thence along said last mentioned line north forty-six degrees thirty minutes west across the Lehigh Valley Railroad track, fifty feet, to a corner in the westerly line of Cornelia street; thence north six degrees fifteen minutes east, along the westerly side of Cornelia street to the centre of New street, thence in a northwesterly direction along the centre of New street to the centre of Main street, thence along the centre of Main street to a point, being a projection of the division line of lands now or formerly of Mrs. Elizabeth Chamberlain and William Heynon, thence along said division line north eighty-six degrees, west two hundred and twenty feet to the east bank of the North Branch Canal, thence along said bank in a southerly direction about two hundred and forty feet to a point where the division line between lands of the Newton Coal Mining Company and the Pennsylvania Coal Company crosses the said canal, thence in a westerly direction crossing said canal and along said division line to a point in the Susquehanna river, being a corner of lands known as the Ell K. Price River Warrant on the Oliver Warrant of the Pennsylvania Coal Company, thence in a westerly direction between said River Warrants across the Susquehanna River to the westerly boundary line of the Ell K. Price River Warrant, thence along the westerly boundary line of said river warrant, following its several courses and distances to the northwest corner of said warrant, thence in a southeasterly direction along the line of said warrant to a point in Scovill's Island, thence in a northeasterly direction along said Scovill's Island about fourteen hundred feet to a corner, being the northwest corner of said Scovill's Island, thence along said island in a southeasterly direction about one thousand and three hundred feet to a northern corner in Ell K. Price river warrant on the easterly side of Scovill's Island, thence in an easterly direction along the northerly boundary line of Ell K. Price River Warrant and across the Susquehanna river to a point on what is known as the Bank Farm, thence in a northwesterly direction along the easterly shore of the Susquehanna River, its several courses and distances to the northerly line of lands of the Newton Coal Mining Company, and thence in an easterly direction along said division line between lands of the Newton Coal Mining Company and the Old Forge Coal Mining Company to the place of beginning.: [272, 262, 517, 2028]
- sale-paragraph: Seized and taken in execution at the suit of Prudential Building and Loan Association of Baltimore, Maryland vs. Lawrence Manning and Norah or Cora Manning, terre tenant.: [1321, 651, 1566, 699]
- sale-paragraph: By virtue of a writ of Lev. Fa., issued out of the Court of Common Pleas of Luzerne county, there will be exposed to public sale at the arbitration room, court house, city of Wilkes-Barre, Luzerne county, Pennsylvania, on SATURDAY, JULY 28, 1900, at 10 o'clock a. m.: [1059, 899, 1303, 983]
- niagara-paragraph: This year the excursions from Philadelphia will be run by two routes. Those on July 26, August 9, September 6, October 4 and 18 going via Harrisburg and the picturesque valley of the Susquehanna as heretofore, special train leaving Philadelphia at 8.10 a. m.; excursions of August 23 and September 20 running via Trenton, Manunka Chunk, and the Delaware Valley, leaving Philadelphia on special train at 8.00 a. m.: [10, 145, 255, 252]
- sale-paragraph: Late the estate of the defendant in the said writ named with the appurtenances.: [1321, 1705, 1566, 1728]
- sheriff-sale-3: SHERIFF'S SALE.—By virtue of a writ of Fi. Fa., issued out of the Court of Common Pleas of Luzerne county, there will be exposed to public sale at the arbitration room, court house, city of Wilkes-Barre, Luzerne county, Pennsylvania, on SATURDAY, JULY 28, 1900, at 10 o'clock a. m. All the right, title and interest of the defendant in and to the following described piece, parcel and tract of land, viz.: All the right, title and interest of the defendant, in fee, in severalty or as co-tenant, lessor, lessee or otherwise howsoever, in and to the following lands, tenements and hereditaments, to wit: The first thereof, being all that certain piece or parcel of land situate in the township of Pittston (now Jenkins) known and designated as lot Number twenty-five of the second division of certified township of Pittston, Luzerne county, Pennsylvania, described as follows: Beginning at a corner between lots Numbers twenty-four and twenty-five, second division of said certified township, thence along the line of lots Numbers two and one of the first division of said township north forty degrees, east fifty-four perches to a corner, thence south sixty-one degrees east four hundred and ninety-two one-tenths perches along the line of lot Number twenty-six to a corner in the third division, thence south twenty-five degrees thirty minutes west fifty-four and two-tenths perches to a corner in said line, thence north sixty-one degrees east nine hundred and seventy-seven and two-tenths perches along line of lot Number twenty-four to the place of beginning. The foregoing are the original courses and distances as certified about eighteen hundred and two, containing one hundred and fifty-six acres and twenty-seven perches of land, more or less. The interest of said defendant in said land being (first) an undivided estate in fee simple and (second) a tenant or lessee in and under a certain indenture of lease made and executed by Isaac M. Thomas and wife et. al. and with the said defendant, on the first day of January, A. D. eighteen hundred and ninety-five and recorded in the proper office in Luzerne county, in Deed Book Number three hundred and forty-five, page two hundred and four, etc., (third) as tenant or lessee in and under a certain indenture of lease made by Emil J. Miner et al. to and with him, the said William B. Miner, defendant, dated the twenty-second day of June, A. D. eighteen hundred and ninety-four, recorded as aforesaid in Deed Book Number three hundred and fifty-four, at page fourteen, etc., whereby the right to mine and remove the coal of the lessors in the above described premises with other rights, was granted and conveyed. Improved with a coal breaker, boiler-house and two boilers, shifting house, blacksmith shop, office or weighing room scale and scale house, mule barn, three two-story frame dwelling houses, outhouses, mine openings, partially developed, mine, coal and mine cars, railroad tracks, with machines and tools, both in and outside of the mines, and connecting therewith, and other appliances necessary and convenient to a mine and breaker in active operation.: [797, 733, 1041, 1564]
- divider: [282, 256, 506, 257]
- sheriff-sale-1: SHERIFF'S SALE.—By virtue of a writ of Lev. Fa., issued out of the Court of Common Pleas of Luzerne county, there will be exposed to public sale at the arbitration room, court house, city of Wilkes-Barre, Luzerne county, Pennsylvania, on SATURDAY, JULY 28, 1900, at 10 o'clock a. m. All the right, title and interest of the defendant in and to the following described piece, parcel and tract of land, viz.: First—All that certain indenture of lease between Mrs. E. W. H. Reynolds, of Baltimore, Maryland, of the first part, and Charles H. Reynolds, of Kingston, Luzerne County, Pennsylvania, on the second part, bearing date the twentieth day of February, A. D. eighteen hundred and ninety-one, and recorded in the Recorder's office in Luzerne County, in Deed Book Number three hundred and twenty-eight, page twenty-six, reference thereunto being had will more fully and at large appear, and all the anthracite coal under and upon all that certain lot or parcel of land situate in the township of Plymouth, Luzerne County, and State of Pennsylvania, and bounded and described as follows: On the southeast by the line of water level intersecting the point where the tunnel meets the main coal vein and extending across the width of the lot; on the north by land commonly known as the Avondale coal property; on the southeast by lands known as the West Branch coal property and lands owned by the heirs of Freeman Thomas, deceased, and on the west by lands owned by said heirs of Freeman Thomas, deceased, containing sixty acres more or less with the appurtenances. Second—All that certain indenture of lease between Mrs. E. W. H. Reynolds, of Baltimore, Maryland, of the first part, and Charles H. Reynolds, of Kingston, Luzerne County, Pennsylvania, on the second part, bearing date the seventh day of June, A. D. eighteen hundred and ninety, recorded in the Recorder's office in said Luzerne County, in Deed Book Number three hundred and twenty-eight, page nineteen, etc., reference thereunto being had will more fully and at large appear, and all that certain coal and culm bank or dump situate at the Chauncey coal property in Plymouth township, Luzerne County, Pennsylvania, with the appurtenances, and with all the right, estate and interest in and by the said indenture of lease granted and conveyed. Third—All that certain indenture of lease between E. Tracy Brown and Hannah A., his wife, and others, being all the legal heirs and representatives of Freeman Thomas, late of Delaware township, Northumberland County, Pennsylvania, deceased, parties of the first part, and Charles H. Reynolds and William A. Moyer, of the second part, bearing date the thirtieth day of December, A. D., eighteen hundred and ninety-three, and recorded in the Recorder's office in Luzerne County, in Deed Book No. three hundred and twenty-eight, page thirty-four, etc., reference thereunto being had will more fully and at large appear, and all the coal and other veins of coal above said "Grand Tunnel" vein, being in, under and upon all that certain piece or parcel of land, situate in the township of Plymouth, County of Luzerne and State of Pennsylvania, bounded and described as follows, to wit: Beginning at a corner distant upon a course north twenty-nine degrees, thirty minutes west, six hundred and forty-two feet from the mouth of the "Old Grand Tunnel"; thence north thirty degrees fifteen minutes west, two thousand and eighty-seven feet to a corner; thence north thirty-seven degrees thirty minutes east two thousand one hundred and thirty-five feet to a corner; thence south sixty-five degrees forty-five minutes east three thousand six hundred and thirty-five feet to a corner; thence south eighty-eight degrees, forty-five minutes west, five hundred and forty feet to a corner, thence south fifty-three degrees thirty minutes west eight hundred and fifty-five feet to a corner; and thence south eighty-six degrees fifty minutes west to the place of beginning, containing one hundred and twenty-six acres, more or less. Subject, however, to a lease to Chauncey A. Reynolds subsisting date of November fourteenth, eighteen hundred and forty-seven, for the use of one and one quarter acres of land for the storage of coal, etc., and subject also to the privilege to said Reynolds of about fifty rods of the surface of said land in front of the said Reynolds coal opening for storage. Together with the sole and exclusive right and privilege of mining and removing all the said coal of the above mentioned veins, together with the use of said surface, and of depositing the coal dust, slate and other refuse of the mines upon, and of making railroads over and upon the said surface, and of erecting and maintaining fixtures, buildings, and machinery, and of cutting and removing any timber thereon, and of doing all necessary acts for the prosecution of the mining operations of said coal, and transporting the same from said veins, as well as conveying the farming operations upon the said surface, with the appurtenances and with all the rights interest and estate in and by the said indenture of lease granted and conveyed.: [10, 718, 255, 2103]
- sale-paragraph: All improved with a two-story frame building used as a barn, together with fruit trees and other improvements.: [1321, 1231, 1566, 1266]
- sheriff-sale-3-continued: [1059, 7, 1303, 888]
- sheriff-signature: JAMES G. HARVEY, Sheriff.: [886, 685, 1041, 698]
- sale-paragraph: All that certain lot of land situate in the city of Wilkes-Barre, county of Luzerne and state of Pennsylvania, bounded and described as follows: Beginning at a corner on Metcalf street, northerly side in the line of Harriet Richards estate one hundred and fifty-six and eight-tenths feet (156 8-10) feet to a corner in the southerly side of Harrison street; thence northerly along said Harrison street eight (8) degrees forty (40) minutes west sixty (60) feet and seventeen hundredths (17 15-100) feet to a point of Harrison street forty-eight (48) feet to a corner in line of lot of P. Sharra's estate; thence south thirty-three (33) degrees forty (40) minutes east seventy and twenty-five (25 5-10) feet; thence south sixty-nine (69) degrees twenty (20) minutes east twenty and five-tenths (25 5-10) feet; thence south forty-three (43) degrees two (2) minutes west forty-seven and thirty-five-one hundredths (47 35-100) feet to a corner; thence north fifty-eight (58) degrees fifty (50) minutes west about nineteen (19) feet to a corner of lot sold to William Kirk, thence along said Kirk's lot south forty (40) degrees five (5) minutes west sixty-nine and eight-tenths (69 8-10) feet to a corner in line of Metcalf street, thence south forty-seven (47) degrees forty-five (45) minutes east fifty-three (53) feet to the place of beginning. Being the same property which was conveyed to the said William Kirk by George Hill and wife by Deed Book 367, page 464.: [1321, 858, 1566, 1229]
- star-icon: ★: [58, 693, 71, 708]
- insertion-code: a7,14,21: [1530, 1781, 1566, 1791]
- attorney-name: J. J. O'Donnell, Attorney.: [1332, 1768, 1450, 1780]
- sale-paragraph: Together with all the surface privileges, rights of way, mining rights, easements, appurtenances and hereditaments of the defendant in and to all and each and every defendant in and to all and each and every of the premises herein described and included, in any and all of the foregoing descriptions, subject, however, to such exceptions, rights of way, reservations and restrictions as are contained in each and every of the several conveyances by which the defendant acquired title to the foregoing described premises.: [797, 345, 1041, 489]
- niagara-paragraph: The Pennsylvania Railroad Company has selected the following dates for its popular ten-day excursions to Niagara Falls from Philadelphia, Baltimore, and Washington: July 26, August 9 and 23, September 6 and 20, and October 4 and 18. The excursions from Philadelphia will leave on the special train at 8.00 a. m.: [10, 48, 255, 143]
- insertion-code: j7-14-21: [482, 241, 517, 250]
- niagara-notice: [10, 7, 254, 617]
- niagara-paragraph: Excursion tickets, good for return passage on any regular train, exclusive of limited express trains, within ten days, will be sold at $10.00 from Philadelphia, Baltimore, Washington, and all points on the Delaware Division; $11.25 from Atlantic City; $9.60 from Lancaster; $8.50 from Altoona and Harrisburg; $6.90 from Sunbury and Wilkes-Barre; $5.75 from Williamsport, and at proportionate rates from other points, including Trenton, Mt. Holly, Palmyra, New Brunswick, and principal intermediate stations. A stop-over will be allowed at Buffalo, Rochester, Canandaigua, and Watkins within the limit returning on the excursions of July 26, August 9, September 6, October 4 and 18.: [10, 254, 255, 434]
- legal-heading: LEGAL: [1420, 1801, 1478, 1816]
- sale-paragraph: Improved with two two-story frame wooden dwelling houses and one frame dwelling one-story high, outhouses, fences, fruit trees, etc.: [1321, 589, 1566, 625]
- sale-paragraph: By virtue of a writ of Lev. Fa., issued out of the Court of Common Pleas of Luzerne county, there will be exposed to public sale at the arbitration room, court house, city of Wilkes-Barre, Luzerne county, Pennsylvania, on SATURDAY, JULY 28, 1900, at 10 o'clock a. m.: [1321, 214, 1566, 297]
- niagara-paragraph: An experienced tourist agent and chaperon will accompany each excursion.: [10, 521, 255, 544]
- divider: [1331, 1796, 1556, 1798]
- sheriff-signature: JAMES G. HARVEY, Sheriff.: [361, 214, 517, 227]
- column-5: [1054, 7, 1308, 2324]
- administrator-name: EDWARD E. HOYT,: [1459, 1912, 1566, 1924]
- sale-paragraph: Seized and taken in execution at the suit of Charles A. Miner vs. Wm. B. Miner.: [1059, 826, 1303, 850]
